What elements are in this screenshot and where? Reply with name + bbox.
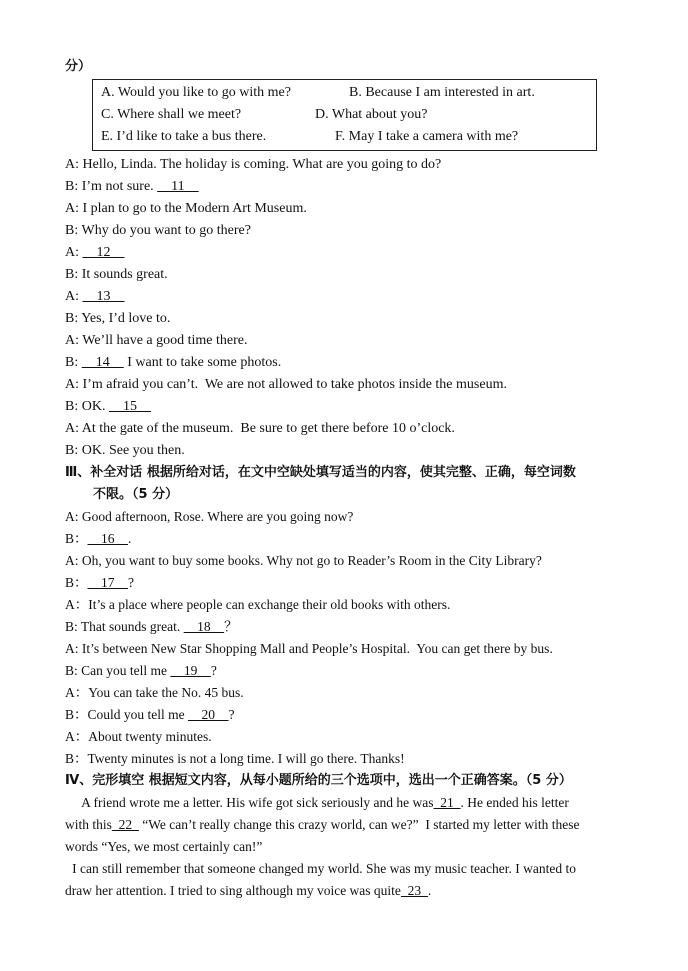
passage-line: A friend wrote me a letter. His wife got sick seriously and he was 21 . He ended his letter (65, 795, 569, 810)
dialogue2-line: B: Can you tell me 19 ? (65, 663, 217, 678)
dialogue2-line: B：Twenty minutes is not a long time. I will go there. Thanks! (65, 751, 405, 766)
blank-11: 11 (157, 179, 199, 194)
dialogue2-line: A: It’s between New Star Shopping Mall and People’s Hospital. You can get there by bus. (65, 641, 553, 656)
blank-18: 18 (183, 619, 225, 634)
dialogue1-line: B: I’m not sure. 11 (65, 179, 199, 194)
dialogue2-line: A：It’s a place where people can exchange their old books with others. (65, 597, 451, 612)
passage-line: I can still remember that someone changed my world. She was my music teacher. I wanted to (62, 861, 576, 876)
dialogue1-line: B: It sounds great. (65, 267, 168, 282)
section4-title: Ⅳ、完形填空 根据短文内容，从每小题所给的三个选项中，选出一个正确答案。（5 分） (65, 773, 572, 788)
options-box (92, 79, 597, 151)
blank-20: 20 (188, 707, 229, 722)
dialogue2-line: A：You can take the No. 45 bus. (65, 685, 244, 700)
dialogue1-line: A: At the gate of the museum. Be sure to get there before 10 o’clock. (65, 421, 455, 436)
dialogue2-line: B： 16 . (65, 531, 132, 546)
dialogue2-line: A: Oh, you want to buy some books. Why not go to Reader’s Room in the City Library? (65, 553, 542, 568)
dialogue1-line: B: OK. 15 (65, 399, 151, 414)
option-d: D. What about you? (315, 107, 428, 122)
option-b: B. Because I am interested in art. (349, 85, 535, 100)
dialogue1-line: A: 12 (65, 245, 125, 260)
dialogue2-line: B：Could you tell me 20 ? (65, 707, 235, 722)
passage-line: draw her attention. I tried to sing although my voice was quite 23 . (65, 883, 432, 898)
blank-13: 13 (82, 289, 125, 304)
section3-title-cont: 不限。（5 分） (93, 487, 179, 502)
header-fragment: 分） (65, 59, 92, 74)
blank-22: 22 (111, 817, 139, 832)
passage-line: with this 22 “We can’t really change this crazy world, can we?” I started my letter with these (65, 817, 580, 832)
dialogue1-line: A: 13 (65, 289, 125, 304)
passage-line: words “Yes, we most certainly can!” (65, 839, 263, 854)
option-c: C. Where shall we meet? (101, 107, 242, 122)
option-f: F. May I take a camera with me? (335, 129, 519, 144)
blank-16: 16 (87, 531, 129, 546)
dialogue2-line: B: That sounds great. 18 ？ (65, 619, 238, 634)
dialogue2-line: B： 17 ? (65, 575, 135, 590)
blank-14: 14 (81, 355, 124, 370)
blank-17: 17 (87, 575, 129, 590)
option-e: E. I’d like to take a bus there. (101, 129, 267, 144)
dialogue1-line: A: We’ll have a good time there. (65, 333, 248, 348)
dialogue1-line: A: I plan to go to the Modern Art Museum. (65, 201, 307, 216)
dialogue1-line: A: Hello, Linda. The holiday is coming. What are you going to do? (65, 157, 442, 172)
dialogue1-line: B: OK. See you then. (65, 443, 185, 458)
dialogue1-line: B: Yes, I’d love to. (65, 311, 171, 326)
blank-19: 19 (170, 663, 211, 678)
section3-title: Ⅲ、补全对话 根据所给对话，在文中空缺处填写适当的内容，使其完整、正确，每空词数 (65, 465, 576, 480)
dialogue2-line: A: Good afternoon, Rose. Where are you going now? (65, 509, 354, 524)
dialogue1-line: A: I’m afraid you can’t. We are not allowed to take photos inside the museum. (65, 377, 507, 392)
blank-21: 21 (433, 795, 461, 810)
dialogue1-line: B: 14 I want to take some photos. (65, 355, 282, 370)
blank-12: 12 (82, 245, 125, 260)
blank-15: 15 (108, 399, 151, 414)
blank-23: 23 (400, 883, 428, 898)
option-a: A. Would you like to go with me? (101, 85, 291, 100)
dialogue2-line: A：About twenty minutes. (65, 729, 212, 744)
dialogue1-line: B: Why do you want to go there? (65, 223, 251, 238)
